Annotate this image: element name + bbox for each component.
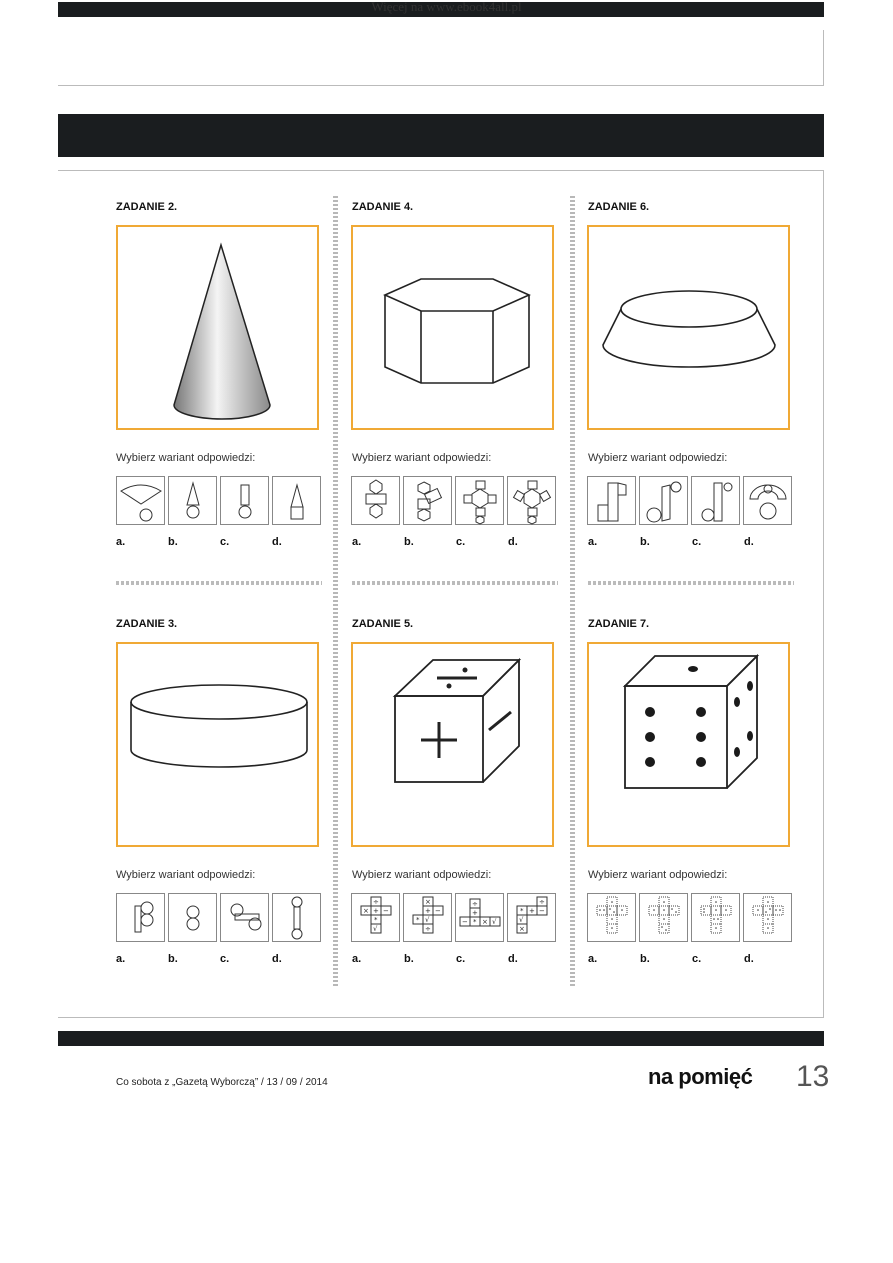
prism-net-b-icon	[404, 477, 453, 526]
figure-box	[116, 642, 319, 847]
prism-net-d-icon	[508, 477, 557, 526]
option-label: a.	[588, 536, 598, 548]
row-separator	[588, 581, 794, 585]
option-b[interactable]	[168, 893, 217, 942]
cube-net-b-icon	[404, 894, 453, 943]
option-c[interactable]	[691, 893, 740, 942]
page-number: 13	[796, 1060, 830, 1093]
svg-text:*: *	[520, 907, 524, 915]
cylinder-net-c-icon	[221, 894, 270, 943]
cylinder-net-d-icon	[273, 894, 322, 943]
cylinder-net-a-icon	[117, 894, 166, 943]
dice-net-d-icon	[744, 894, 793, 943]
cube-net-d-icon	[508, 894, 557, 943]
option-label: a.	[588, 953, 598, 965]
option-b[interactable]	[168, 476, 217, 525]
prism-net-a-icon	[352, 477, 401, 526]
header-box	[58, 30, 824, 86]
option-c[interactable]	[455, 893, 504, 942]
option-d[interactable]	[743, 476, 792, 525]
cone-net-c-icon	[221, 477, 270, 526]
cube-net-c-icon	[456, 894, 505, 943]
option-label: c.	[692, 953, 702, 965]
option-d[interactable]	[507, 476, 556, 525]
option-label: a.	[116, 536, 126, 548]
option-label: d.	[744, 953, 754, 965]
option-label: d.	[508, 953, 518, 965]
figure-box	[587, 225, 790, 430]
svg-text:÷: ÷	[539, 898, 545, 906]
figure-box	[587, 642, 790, 847]
svg-text:÷: ÷	[472, 900, 478, 908]
option-b[interactable]	[403, 893, 452, 942]
svg-text:×: ×	[482, 918, 488, 926]
option-a[interactable]	[116, 893, 165, 942]
task-title: ZADANIE 2.	[116, 201, 178, 213]
option-label: a.	[352, 536, 362, 548]
svg-text:÷: ÷	[425, 925, 431, 933]
prompt-label: Wybierz wariant odpowiedzi:	[352, 869, 492, 881]
dice-net-c-icon	[692, 894, 741, 943]
cone-net-d-icon	[273, 477, 322, 526]
svg-text:×: ×	[519, 925, 525, 933]
option-b[interactable]	[639, 476, 688, 525]
hexagonal-prism-icon	[353, 227, 556, 432]
option-label: b.	[404, 953, 414, 965]
svg-text:√: √	[492, 918, 497, 926]
option-label: d.	[744, 536, 754, 548]
option-d[interactable]	[507, 893, 556, 942]
prism-net-c-icon	[456, 477, 505, 526]
option-c[interactable]	[220, 476, 269, 525]
option-label: b.	[168, 536, 178, 548]
prompt-label: Wybierz wariant odpowiedzi:	[588, 869, 728, 881]
frustum-net-b-icon	[640, 477, 689, 526]
svg-text:*: *	[374, 916, 378, 924]
figure-box	[351, 225, 554, 430]
svg-text:−: −	[435, 907, 441, 915]
cube-net-a-icon	[352, 894, 401, 943]
footer-text: Co sobota z „Gazetą Wyborczą” / 13 / 09 / 2014	[116, 1077, 328, 1088]
cube-with-symbols-icon	[353, 644, 556, 849]
svg-text:√: √	[425, 916, 430, 924]
row-separator	[352, 581, 558, 585]
option-label: d.	[272, 953, 282, 965]
svg-text:−: −	[383, 907, 389, 915]
option-c[interactable]	[691, 476, 740, 525]
row-separator	[116, 581, 322, 585]
svg-text:×: ×	[363, 907, 369, 915]
option-label: c.	[456, 953, 466, 965]
cone-net-a-icon	[117, 477, 166, 526]
frustum-net-a-icon	[588, 477, 637, 526]
task-title: ZADANIE 7.	[588, 618, 650, 630]
option-d[interactable]	[743, 893, 792, 942]
task-title: ZADANIE 3.	[116, 618, 178, 630]
figure-box	[116, 225, 319, 430]
dice-cube-icon	[589, 644, 792, 849]
column-separator	[333, 196, 338, 988]
svg-text:√: √	[373, 925, 378, 933]
truncated-cone-icon	[589, 227, 792, 432]
option-label: c.	[692, 536, 702, 548]
option-b[interactable]	[403, 476, 452, 525]
svg-text:÷: ÷	[373, 898, 379, 906]
svg-text:+: +	[373, 907, 379, 915]
svg-text:×: ×	[425, 898, 431, 906]
option-label: d.	[272, 536, 282, 548]
svg-text:+: +	[529, 907, 535, 915]
svg-text:√: √	[519, 916, 524, 924]
svg-text:*: *	[416, 916, 420, 924]
option-a[interactable]	[351, 893, 400, 942]
section-band	[58, 114, 824, 157]
bottom-band	[58, 1031, 824, 1046]
option-label: c.	[220, 536, 230, 548]
dice-net-a-icon	[588, 894, 637, 943]
option-a[interactable]	[351, 476, 400, 525]
option-label: b.	[640, 953, 650, 965]
svg-text:−: −	[462, 918, 468, 926]
option-label: b.	[404, 536, 414, 548]
svg-text:+: +	[472, 909, 478, 917]
cone-net-b-icon	[169, 477, 218, 526]
option-a[interactable]	[587, 893, 636, 942]
dice-net-b-icon	[640, 894, 689, 943]
svg-text:*: *	[473, 918, 477, 926]
option-c[interactable]	[455, 476, 504, 525]
svg-text:+: +	[425, 907, 431, 915]
option-d[interactable]	[272, 476, 321, 525]
cylinder-net-b-icon	[169, 894, 218, 943]
prompt-label: Wybierz wariant odpowiedzi:	[352, 452, 492, 464]
option-label: b.	[640, 536, 650, 548]
option-a[interactable]	[116, 476, 165, 525]
figure-box	[351, 642, 554, 847]
prompt-label: Wybierz wariant odpowiedzi:	[588, 452, 728, 464]
option-c[interactable]	[220, 893, 269, 942]
task-title: ZADANIE 4.	[352, 201, 414, 213]
option-label: b.	[168, 953, 178, 965]
watermark: Więcej na www.ebook4all.pl	[371, 0, 522, 14]
svg-text:−: −	[539, 907, 545, 915]
task-title: ZADANIE 5.	[352, 618, 414, 630]
cone-icon	[118, 227, 321, 432]
option-label: a.	[116, 953, 126, 965]
option-label: c.	[456, 536, 466, 548]
frustum-net-c-icon	[692, 477, 741, 526]
frustum-net-d-icon	[744, 477, 793, 526]
task-title: ZADANIE 6.	[588, 201, 650, 213]
option-label: c.	[220, 953, 230, 965]
logo: na pomięć	[648, 1064, 753, 1089]
option-label: d.	[508, 536, 518, 548]
option-d[interactable]	[272, 893, 321, 942]
option-a[interactable]	[587, 476, 636, 525]
prompt-label: Wybierz wariant odpowiedzi:	[116, 452, 256, 464]
option-b[interactable]	[639, 893, 688, 942]
column-separator	[570, 196, 575, 988]
option-label: a.	[352, 953, 362, 965]
prompt-label: Wybierz wariant odpowiedzi:	[116, 869, 256, 881]
cylinder-disc-icon	[118, 644, 321, 849]
